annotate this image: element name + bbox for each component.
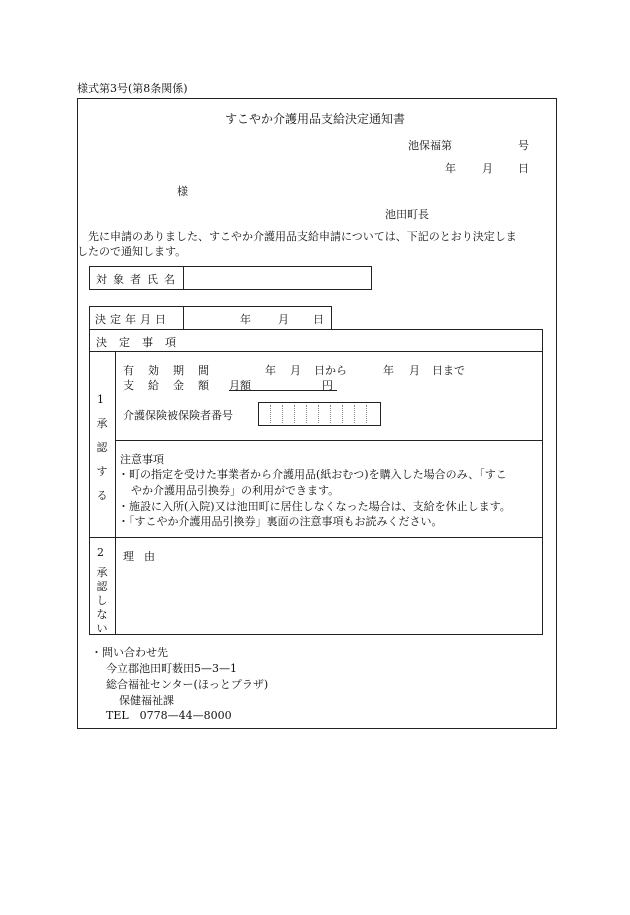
approve-vertical-label: 承認する — [96, 417, 108, 502]
contact-department: 保健福祉課 — [119, 694, 174, 707]
contact-center: 総合福祉センター(ほっとプラザ) — [106, 678, 269, 691]
amount-label: 支給金額 — [123, 379, 223, 392]
subject-name-label: 対象者氏名 — [96, 273, 181, 286]
amount-monthly: 月額 — [229, 379, 251, 392]
note-line-4: ・「すこやか介護用品引換券」裏面の注意事項もお読みください。 — [118, 515, 443, 528]
contact-header: ・問い合わせ先 — [91, 646, 168, 659]
decision-items-label: 決定事項 — [96, 336, 188, 349]
amount-field[interactable] — [229, 377, 337, 391]
ref-number-suffix: 号 — [518, 139, 529, 152]
insurance-number-label: 介護保険被保険者番号 — [123, 409, 233, 422]
notes-title: 注意事項 — [120, 453, 164, 466]
decision-date-year: 年 — [240, 313, 251, 326]
amount-unit: 円 — [322, 379, 333, 392]
decision-date-label: 決定年月日 — [95, 313, 170, 326]
valid-from-day: 日から — [314, 364, 347, 377]
note-line-3: ・施設に入所(入院)又は池田町に居住しなくなった場合は、支給を休止します。 — [118, 500, 511, 513]
insurance-number-field[interactable] — [258, 402, 381, 426]
intro-line-2: したので通知します。 — [77, 245, 187, 258]
ref-number-prefix: 池保福第 — [408, 139, 452, 152]
approve-number: 1 — [97, 393, 104, 406]
valid-to-year: 年 — [383, 364, 394, 377]
reason-field[interactable] — [170, 545, 538, 629]
decision-date-day: 日 — [313, 313, 324, 326]
date-day: 日 — [518, 162, 529, 175]
valid-to-day: 日まで — [432, 364, 465, 377]
deny-vertical-label: 承認しない — [96, 566, 108, 635]
subject-name-field[interactable] — [186, 268, 369, 288]
contact-tel: TEL 0778—44—8000 — [106, 709, 232, 722]
valid-to-month: 月 — [409, 364, 420, 377]
date-month: 月 — [482, 162, 493, 175]
document-title: すこやか介護用品支給決定通知書 — [225, 112, 406, 126]
form-number: 様式第3号(第8条関係) — [77, 82, 188, 95]
sender: 池田町長 — [385, 208, 429, 221]
note-line-2: やか介護用品引換券」の利用ができます。 — [131, 484, 340, 497]
valid-from-month: 月 — [290, 364, 301, 377]
contact-address: 今立郡池田町薮田5—3—1 — [106, 662, 237, 675]
reason-label: 理由 — [123, 550, 165, 563]
intro-line-1: 先に申請のありました、すこやか介護用品支給申請については、下記のとおり決定しま — [88, 230, 517, 243]
deny-number: 2 — [97, 546, 104, 559]
valid-from-year: 年 — [265, 364, 276, 377]
decision-date-month: 月 — [278, 313, 289, 326]
note-line-1: ・町の指定を受けた事業者から介護用品(紙おむつ)を購入した場合のみ、「すこ — [118, 468, 507, 481]
addressee-suffix: 様 — [177, 185, 188, 198]
date-year: 年 — [445, 162, 456, 175]
valid-period-label: 有効期間 — [123, 364, 223, 377]
